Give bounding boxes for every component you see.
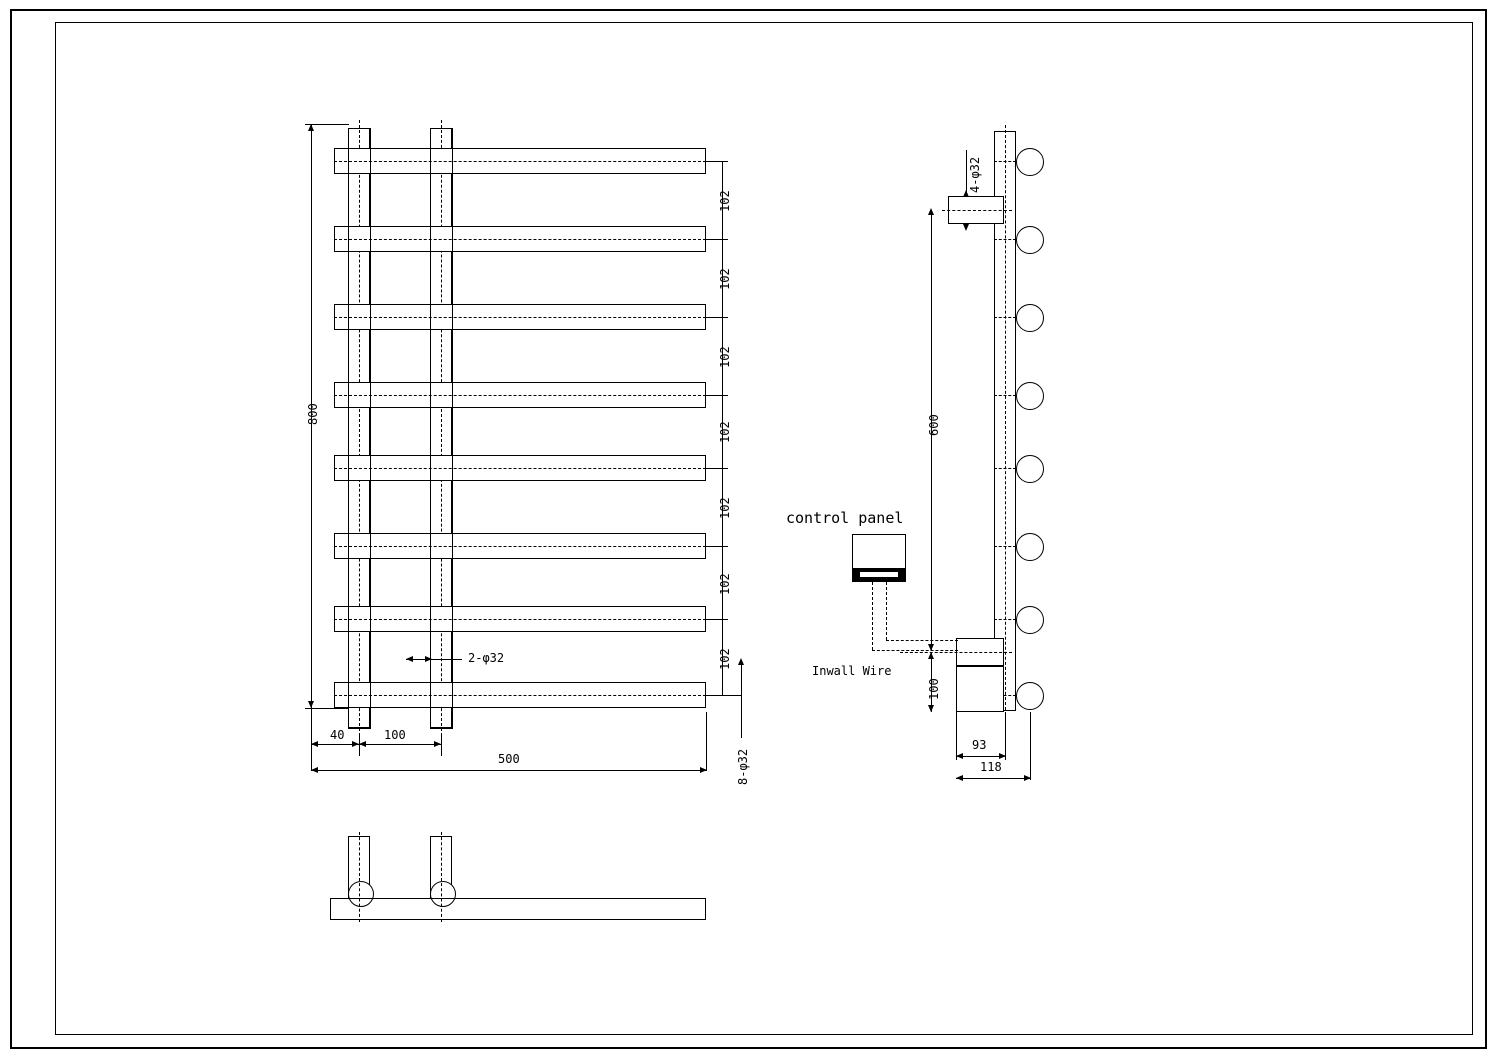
dim-102-label: 102	[718, 497, 732, 519]
riser-left-centerline	[359, 120, 360, 736]
rung-tick	[994, 317, 1016, 318]
rung-end-circle	[1016, 455, 1044, 483]
rung-tick	[994, 161, 1016, 162]
dim-40-arrow-r	[352, 741, 359, 747]
rung-end-circle	[1016, 148, 1044, 176]
dim-102-ext	[706, 317, 728, 318]
dim-102-label: 102	[718, 268, 732, 290]
dim-ext-left	[311, 708, 312, 770]
dim-118-arrow-r	[1024, 775, 1031, 781]
riser-left-edge	[370, 128, 371, 728]
bottom-bracket-centerline	[900, 652, 1012, 653]
dim-600-arrow-top	[928, 208, 934, 215]
side-column-centerline	[1005, 125, 1006, 715]
rung-end-circle	[1016, 682, 1044, 710]
note-4hole-leader	[966, 150, 967, 196]
note-8hole-arrow	[738, 658, 744, 665]
note-2hole-label: 2-φ32	[468, 651, 505, 665]
dim-102-ext	[706, 619, 728, 620]
dim-500-line	[311, 770, 707, 771]
dim-100v-arrow-bottom	[928, 705, 934, 712]
plan-riser-left-centerline	[359, 832, 360, 922]
rung-end-circle	[1016, 226, 1044, 254]
dim-102-label: 102	[718, 421, 732, 443]
riser-right-bottom	[430, 728, 453, 729]
rung-centerline	[334, 468, 706, 469]
dim-102-ext	[706, 695, 742, 696]
plan-circle-left	[348, 881, 374, 907]
dim-ext-118-right	[1030, 712, 1031, 780]
dim-600-label: 600	[927, 414, 941, 436]
wire-left	[872, 582, 873, 650]
note-8hole-leader	[741, 660, 742, 738]
rung-centerline	[334, 546, 706, 547]
dim-102-ext	[706, 239, 728, 240]
dim-100-arrow-r	[434, 741, 441, 747]
dim-93-label: 93	[972, 738, 987, 752]
riser-left-bottom	[348, 728, 371, 729]
note-8hole-label: 8-φ32	[736, 748, 750, 785]
riser-left-top	[348, 128, 371, 129]
dim-102-label: 102	[718, 346, 732, 368]
dim-102-ext	[706, 395, 728, 396]
dim-800-ext-top	[305, 124, 349, 125]
rung-centerline	[334, 317, 706, 318]
rung-tick	[994, 619, 1016, 620]
dim-800-arrow-bottom	[308, 701, 314, 708]
dim-40-label: 40	[330, 728, 345, 742]
rung-tick	[994, 395, 1016, 396]
dim-118-arrow-l	[956, 775, 963, 781]
dim-500-label: 500	[498, 752, 520, 766]
control-panel-display-text	[860, 572, 898, 577]
plan-circle-right	[430, 881, 456, 907]
dim-102-ext	[706, 468, 728, 469]
top-bracket-centerline	[942, 210, 1012, 211]
dim-500-arrow-r	[700, 767, 707, 773]
note-2hole-arrow	[425, 656, 432, 662]
wire-right	[886, 582, 887, 640]
note-4hole-label: 4-φ32	[968, 156, 982, 193]
plan-bar-bottom-edge	[330, 919, 706, 920]
wire-horizontal-top	[886, 640, 958, 641]
control-panel-label: control panel	[786, 509, 904, 527]
dim-102-label: 102	[718, 648, 732, 670]
riser-right-centerline	[441, 120, 442, 736]
top-bracket-arrow-down	[963, 224, 969, 231]
dim-93-arrow-r	[999, 753, 1006, 759]
plan-bar-top-edge	[330, 898, 706, 899]
rung-tick	[994, 468, 1016, 469]
rung-centerline	[334, 695, 706, 696]
rung-tick	[994, 239, 1016, 240]
rung-centerline	[334, 239, 706, 240]
bottom-box	[956, 666, 1004, 712]
note-2hole-arrow-left	[406, 656, 413, 662]
dim-100-arrow-l	[359, 741, 366, 747]
dim-102-ext	[706, 161, 728, 162]
riser-left-edge	[348, 128, 349, 728]
inwall-wire-label: Inwall Wire	[812, 664, 892, 678]
dim-100-line	[359, 744, 441, 745]
plan-bar	[330, 898, 706, 920]
dim-800-label: 800	[306, 403, 320, 425]
rung-end-circle	[1016, 533, 1044, 561]
dim-100-label: 100	[384, 728, 406, 742]
rung-end-circle	[1016, 606, 1044, 634]
dim-118-label: 118	[980, 760, 1002, 774]
dim-800-arrow-top	[308, 124, 314, 131]
dim-118-line	[956, 778, 1031, 779]
dim-93-arrow-l	[956, 753, 963, 759]
rung-centerline	[334, 161, 706, 162]
riser-right-top	[430, 128, 453, 129]
rung-centerline	[334, 619, 706, 620]
dim-40-arrow-l	[311, 741, 318, 747]
wire-horizontal-bottom	[872, 650, 958, 651]
dim-ext-riser-r	[441, 736, 442, 756]
rung-end-circle	[1016, 382, 1044, 410]
dim-100v-arrow-top	[928, 652, 934, 659]
sheet-border-inner	[55, 22, 1473, 1035]
dim-102-label: 102	[718, 190, 732, 212]
riser-right-edge	[452, 128, 453, 728]
dim-102-ext	[706, 546, 728, 547]
rung-end-circle	[1016, 304, 1044, 332]
dim-102-label: 102	[718, 573, 732, 595]
dim-600-arrow-bottom	[928, 644, 934, 651]
note-2hole-leader	[406, 659, 462, 660]
dim-500-arrow-l	[311, 767, 318, 773]
riser-right-edge	[430, 128, 431, 728]
dim-ext-right	[706, 712, 707, 770]
rung-tick	[994, 546, 1016, 547]
rung-centerline	[334, 395, 706, 396]
dim-100v-label: 100	[927, 678, 941, 700]
plan-riser-right-centerline	[441, 832, 442, 922]
